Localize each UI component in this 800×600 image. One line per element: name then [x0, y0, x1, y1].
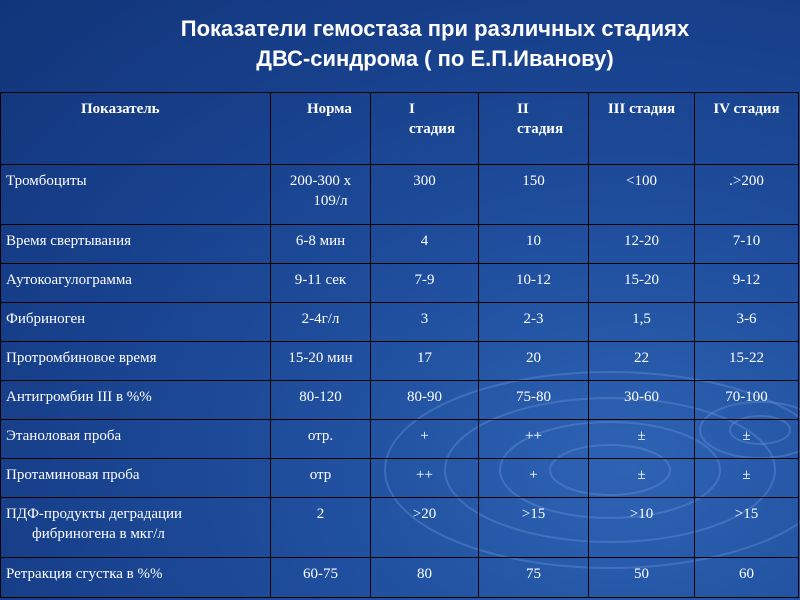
cell-stage-4: .>200: [695, 165, 799, 225]
cell-stage-2: 75-80: [479, 381, 589, 420]
cell-stage-4: 3-6: [695, 303, 799, 342]
hemostasis-table: [0, 92, 799, 598]
cell-stage-4: ±: [695, 459, 799, 498]
table-row: [1, 381, 799, 420]
row-label-line-2: фибриногена в мкг/л: [32, 526, 165, 542]
cell-stage-1: 80: [371, 558, 479, 598]
header-stage-3: III стадия: [589, 93, 695, 165]
slide-title: [110, 14, 760, 74]
header-indicator: Показатель: [1, 93, 271, 165]
cell-stage-2: >15: [479, 498, 589, 558]
cell-norm: 15-20 мин: [271, 342, 371, 381]
table-header-row: [1, 93, 799, 165]
table-row: [1, 225, 799, 264]
row-label: Фибриноген: [1, 303, 271, 342]
cell-stage-4: ±: [695, 420, 799, 459]
header-stage-1: [371, 93, 479, 165]
cell-stage-1: 17: [371, 342, 479, 381]
row-label: Ретракция сгустка в %%: [1, 558, 271, 598]
cell-stage-2: 20: [479, 342, 589, 381]
table-row: [1, 165, 799, 225]
header-stage-2-word: стадия: [517, 121, 564, 137]
header-stage-2-numeral: II: [517, 101, 529, 117]
header-norm: Норма: [271, 93, 371, 165]
table-row: [1, 264, 799, 303]
cell-stage-3: >10: [589, 498, 695, 558]
table-row: [1, 303, 799, 342]
cell-norm: отр: [271, 459, 371, 498]
cell-norm: 2: [271, 498, 371, 558]
cell-stage-1: 80-90: [371, 381, 479, 420]
row-label: Аутокоагулограмма: [1, 264, 271, 303]
cell-stage-2: 2-3: [479, 303, 589, 342]
row-label: Время свертывания: [1, 225, 271, 264]
cell-stage-1: 7-9: [371, 264, 479, 303]
cell-stage-3: 1,5: [589, 303, 695, 342]
row-label: Тромбоциты: [1, 165, 271, 225]
row-label: Этаноловая проба: [1, 420, 271, 459]
cell-stage-4: 9-12: [695, 264, 799, 303]
cell-stage-3: 15-20: [589, 264, 695, 303]
cell-stage-3: ±: [589, 459, 695, 498]
cell-stage-1: 3: [371, 303, 479, 342]
cell-stage-3: ±: [589, 420, 695, 459]
header-stage-1-word: стадия: [409, 121, 456, 137]
cell-stage-4: >15: [695, 498, 799, 558]
cell-stage-3: <100: [589, 165, 695, 225]
cell-norm-line-2: 109/л: [313, 193, 348, 209]
cell-stage-1: 300: [371, 165, 479, 225]
cell-stage-2: +: [479, 459, 589, 498]
cell-stage-3: 12-20: [589, 225, 695, 264]
cell-stage-3: 50: [589, 558, 695, 598]
row-label: Протромбиновое время: [1, 342, 271, 381]
cell-stage-1: ++: [371, 459, 479, 498]
cell-stage-4: 7-10: [695, 225, 799, 264]
table-row: [1, 420, 799, 459]
table-row: [1, 342, 799, 381]
header-stage-1-numeral: I: [409, 101, 415, 117]
cell-stage-2: 75: [479, 558, 589, 598]
row-label-line-1: ПДФ-продукты деградации: [6, 506, 183, 522]
cell-norm: 80-120: [271, 381, 371, 420]
cell-norm-line-1: 200-300 х: [289, 173, 352, 189]
cell-stage-2: 150: [479, 165, 589, 225]
cell-norm: 6-8 мин: [271, 225, 371, 264]
cell-stage-2: 10-12: [479, 264, 589, 303]
cell-norm: отр.: [271, 420, 371, 459]
cell-stage-3: 30-60: [589, 381, 695, 420]
table-row: [1, 459, 799, 498]
cell-stage-4: 70-100: [695, 381, 799, 420]
cell-stage-4: 15-22: [695, 342, 799, 381]
cell-stage-1: 4: [371, 225, 479, 264]
cell-stage-3: 22: [589, 342, 695, 381]
cell-stage-4: 60: [695, 558, 799, 598]
header-stage-4: IV стадия: [695, 93, 799, 165]
cell-norm: [271, 165, 371, 225]
cell-stage-2: ++: [479, 420, 589, 459]
row-label: [1, 498, 271, 558]
title-line-1: Показатели гемостаза при различных стадиях: [180, 16, 690, 41]
table-row: [1, 498, 799, 558]
table-row: [1, 558, 799, 598]
title-line-2: ДВС-синдрома ( по Е.П.Иванову): [256, 46, 614, 71]
cell-norm: 60-75: [271, 558, 371, 598]
row-label: Протаминовая проба: [1, 459, 271, 498]
header-stage-2: [479, 93, 589, 165]
cell-stage-1: +: [371, 420, 479, 459]
cell-norm: 9-11 сек: [271, 264, 371, 303]
cell-stage-2: 10: [479, 225, 589, 264]
cell-stage-1: >20: [371, 498, 479, 558]
cell-norm: 2-4г/л: [271, 303, 371, 342]
row-label: Антигромбин III в %%: [1, 381, 271, 420]
